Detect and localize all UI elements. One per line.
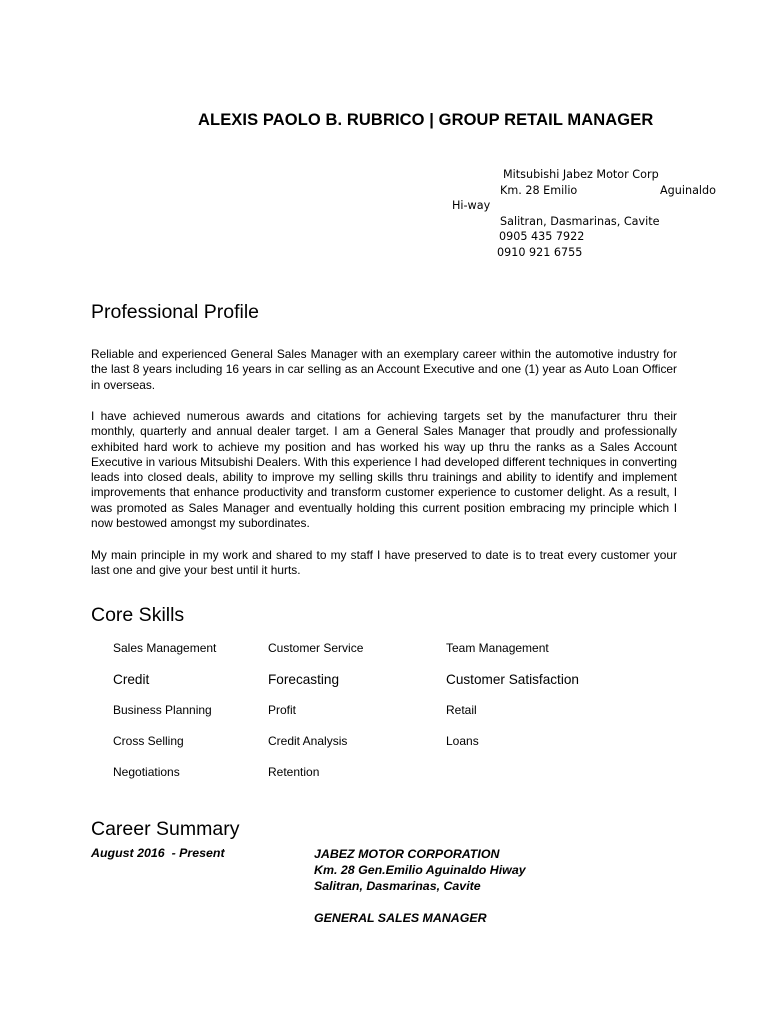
skill-item: Credit Analysis [268, 734, 348, 748]
profile-paragraph: I have achieved numerous awards and citations for achieving targets set by the manufacturer thru their monthly, quarterly and annual dealer target. I am a General Sales Manager that proudly and professionally exhibited hard work to achieve my position and has worked his way up thru the ranks as a Sales Account Executive in various Mitsubishi Dealers. With this experience I had developed different techniques in converting leads into closed deals, ability to improve my selling skills thru trainings and ability to identify and implement improvements that enhance productivity and transform customer experience to customer delight. As a result, I was promoted as Sales Manager and eventually holding this current position embracing my principle which I now bestowed amongst my subordinates. [91, 409, 677, 531]
job-address-2: Salitran, Dasmarinas, Cavite [314, 879, 481, 893]
skills-grid [113, 641, 633, 796]
profile-paragraph: My main principle in my work and shared to my staff I have preserved to date is to treat every customer your last one and give your best until it hurts. [91, 548, 677, 578]
job-position: GENERAL SALES MANAGER [314, 911, 487, 925]
skill-item: Cross Selling [113, 734, 184, 748]
skill-item: Team Management [446, 641, 549, 655]
skill-item: Profit [268, 703, 297, 717]
job-date: August 2016 - Present [91, 846, 225, 860]
skills-row [113, 703, 633, 734]
company-name: Mitsubishi Jabez Motor Corp [503, 168, 659, 181]
skill-item: Retail [446, 703, 477, 717]
address-line-3: Salitran, Dasmarinas, Cavite [500, 214, 660, 228]
skill-item: Sales Management [113, 641, 217, 655]
name-title: ALEXIS PAOLO B. RUBRICO | GROUP RETAIL MANAGER [198, 111, 654, 129]
skills-row [113, 765, 633, 796]
skills-row [113, 734, 633, 765]
job-company: JABEZ MOTOR CORPORATION [314, 847, 500, 861]
address-line-2: Hi-way [452, 199, 491, 213]
job-details [314, 846, 526, 926]
skills-row [113, 672, 633, 703]
phone-2: 0910 921 6755 [497, 245, 583, 259]
profile-heading: Professional Profile [91, 301, 259, 323]
address-line-1 [452, 183, 716, 199]
career-heading: Career Summary [91, 818, 240, 840]
address-street: Km. 28 Emilio [500, 183, 578, 197]
skill-item: Negotiations [113, 765, 180, 779]
phone-1: 0905 435 7922 [499, 230, 585, 244]
skill-item: Retention [268, 765, 320, 779]
skill-item: Credit [113, 672, 150, 687]
skill-item: Loans [446, 734, 479, 748]
skills-row [113, 641, 633, 672]
profile-paragraph: Reliable and experienced General Sales Manager with an exemplary career within the automotive industry for the last 8 years including 16 years in car selling as an Account Executive and one (1) year as Auto Loan Officer in overseas. [91, 347, 677, 392]
contact-block [452, 167, 716, 261]
job-address-1: Km. 28 Gen.Emilio Aguinaldo Hiway [314, 863, 526, 877]
address-road: Aguinaldo [660, 183, 716, 197]
skill-item: Forecasting [268, 672, 340, 687]
skills-heading: Core Skills [91, 604, 185, 626]
skill-item: Business Planning [113, 703, 212, 717]
skill-item: Customer Satisfaction [446, 672, 579, 687]
skill-item: Customer Service [268, 641, 364, 655]
